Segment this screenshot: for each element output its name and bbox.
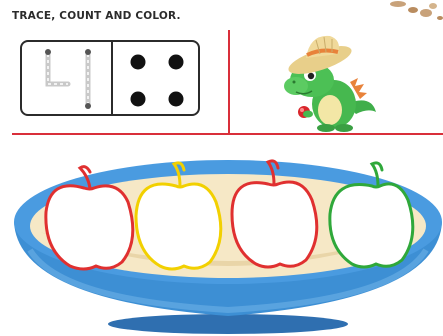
domino-divider: [111, 40, 113, 116]
domino-dot: [169, 55, 184, 70]
cookie-crumbs-decoration: [348, 0, 443, 25]
instruction-title: TRACE, COUNT AND COLOR.: [12, 10, 181, 22]
domino-dot: [169, 92, 184, 107]
domino-card: [20, 40, 200, 116]
fruit-bowl: [0, 140, 443, 336]
domino-dot: [131, 92, 146, 107]
section-divider-vertical: [228, 30, 230, 134]
domino-dot: [131, 55, 146, 70]
dinosaur-mascot-icon: [276, 24, 381, 134]
trace-number-four[interactable]: [45, 49, 91, 109]
